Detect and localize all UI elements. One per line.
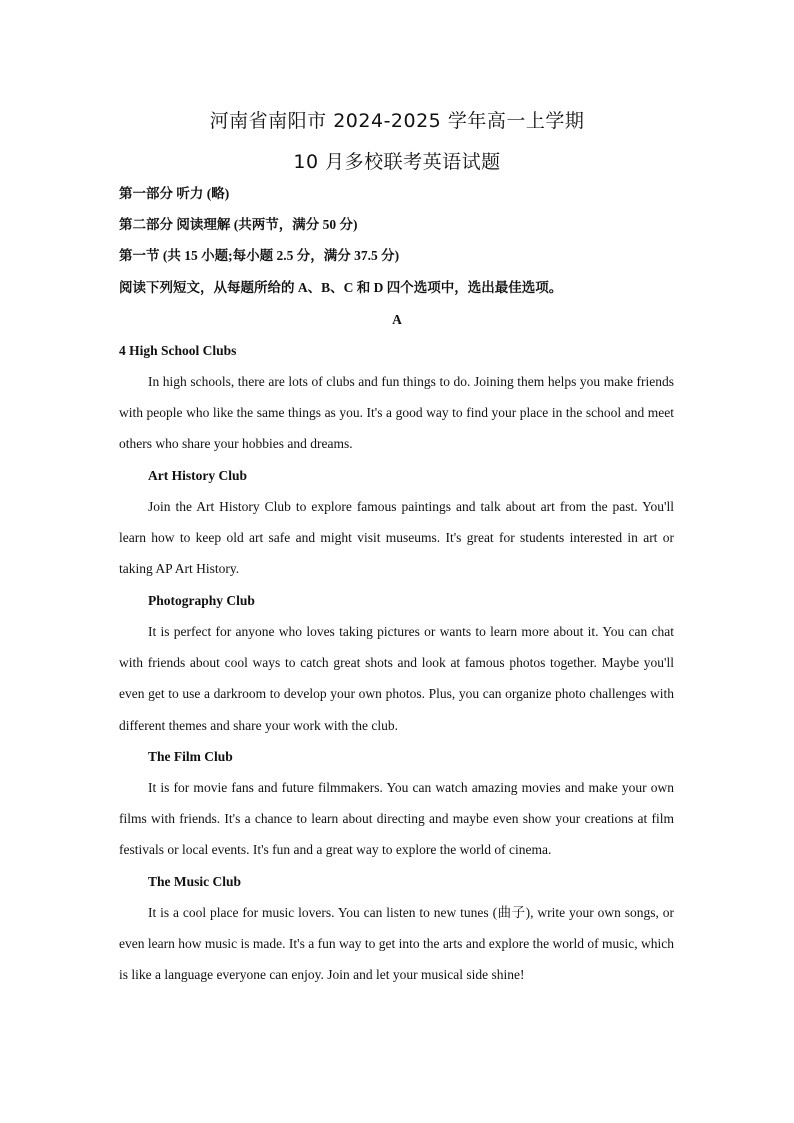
passage-title: 4 High School Clubs [119, 343, 237, 358]
club-text-photography: It is perfect for anyone who loves taking pictures or wants to learn more about it. You can chat with friends about cool ways to catch great shots and look at famous photos together. Maybe you'll even get to use a darkroom to develop your own photos. Plus, you can organize photo challenges with different themes and share your work with the club. [119, 624, 674, 733]
club-heading-film: The Film Club [148, 749, 233, 764]
directions: 阅读下列短文，从每题所给的 A、B、C 和 D 四个选项中，选出最佳选项。 [119, 280, 563, 295]
club-text-music: It is a cool place for music lovers. You can listen to new tunes (曲子), write your own songs, or even learn how music is made. It's a fun way to get into the arts and explore the world of music, which is like a language everyone can enjoy. Join and let your musical side shine! [119, 905, 674, 983]
club-text-art-history: Join the Art History Club to explore famous paintings and talk about art from the past. You'll learn how to keep old art safe and might visit museums. It's great for students interested in art or taking AP Art History. [119, 499, 674, 577]
club-heading-photography: Photography Club [148, 593, 255, 608]
intro-paragraph: In high schools, there are lots of clubs and fun things to do. Joining them helps you make friends with people who like the same things as you. It's a good way to find your place in the school and meet others who share your hobbies and dreams. [119, 374, 674, 452]
page-title: 河南省南阳市 2024-2025 学年高一上学期 [209, 110, 585, 132]
page-subtitle: 10 月多校联考英语试题 [293, 151, 501, 173]
part2-heading: 第二部分 阅读理解 (共两节，满分 50 分) [119, 217, 358, 232]
section1-heading: 第一节 (共 15 小题;每小题 2.5 分，满分 37.5 分) [119, 248, 400, 263]
club-heading-music: The Music Club [148, 874, 242, 889]
club-heading-art-history: Art History Club [148, 468, 247, 483]
passage-label: A [392, 312, 402, 327]
part1-heading: 第一部分 听力 (略) [119, 186, 230, 201]
club-text-film: It is for movie fans and future filmmakers. You can watch amazing movies and make your own films with friends. It's a chance to learn about directing and maybe even show your creations at film festivals or local events. It's fun and a great way to explore the world of cinema. [119, 780, 674, 858]
